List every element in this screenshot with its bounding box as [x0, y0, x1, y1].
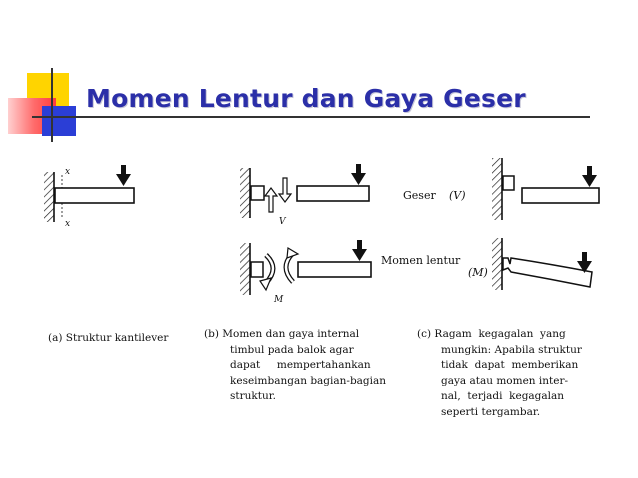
load-arrow-icon — [352, 240, 367, 261]
caption-c-line: tidak dapat memberikan — [441, 359, 579, 371]
slide-title: Momen Lentur dan Gaya Geser — [86, 84, 526, 113]
caption-b-line: Momen dan gaya internal — [222, 328, 360, 340]
shear-arrows-icon — [265, 178, 291, 212]
wall-support-icon — [492, 158, 502, 220]
shear-force-symbol: V — [279, 217, 286, 227]
caption-b — [204, 327, 386, 405]
diagram-b-moment — [240, 240, 371, 305]
load-arrow-icon — [351, 164, 366, 185]
caption-b-label: (b) — [204, 328, 219, 340]
diagram-b-shear — [240, 164, 369, 227]
beam-segment — [522, 188, 599, 203]
caption-a-line: Struktur kantilever — [65, 332, 169, 344]
caption-b-line: dapat mempertahankan — [230, 359, 371, 371]
caption-c — [417, 327, 582, 420]
caption-b-line: timbul pada balok agar — [230, 343, 354, 356]
diagram-a-cantilever — [44, 165, 134, 229]
wall-support-icon — [240, 243, 250, 295]
support-x-top: x — [65, 167, 71, 177]
caption-c-line: nal, terjadi kegagalan — [441, 390, 565, 402]
beam-segment — [297, 186, 369, 201]
label-momen-lentur: Momen lentur — [381, 254, 461, 267]
caption-a — [48, 331, 168, 347]
caption-c-label: (c) — [417, 328, 432, 340]
beam-segment — [298, 262, 371, 277]
label-geser: Geser — [403, 189, 436, 202]
wall-support-icon — [44, 172, 54, 222]
label-geser-symbol: (V) — [449, 189, 466, 202]
caption-b-line: keseimbangan bagian-bagian — [230, 374, 387, 387]
caption-c-line: gaya atau momen inter- — [441, 374, 569, 387]
moment-symbol: M — [274, 295, 284, 305]
caption-c-line: Ragam kegagalan yang — [434, 328, 566, 340]
load-arrow-icon — [582, 166, 597, 187]
caption-c-line: seperti tergambar. — [441, 405, 541, 418]
caption-b-line: struktur. — [230, 390, 276, 402]
cantilever-beam — [55, 188, 134, 203]
wall-support-icon — [492, 238, 502, 290]
support-x-bottom: x — [65, 219, 71, 229]
diagram-c-shear-failure — [492, 158, 599, 220]
wall-support-icon — [240, 168, 250, 218]
load-arrow-icon — [116, 165, 131, 186]
caption-a-label: (a) — [48, 332, 63, 344]
moment-arrows-icon — [260, 248, 298, 290]
caption-c-line: mungkin: Apabila struktur — [441, 343, 582, 356]
diagram-c-moment-failure — [492, 238, 592, 290]
label-momen-symbol: (M) — [468, 266, 488, 279]
